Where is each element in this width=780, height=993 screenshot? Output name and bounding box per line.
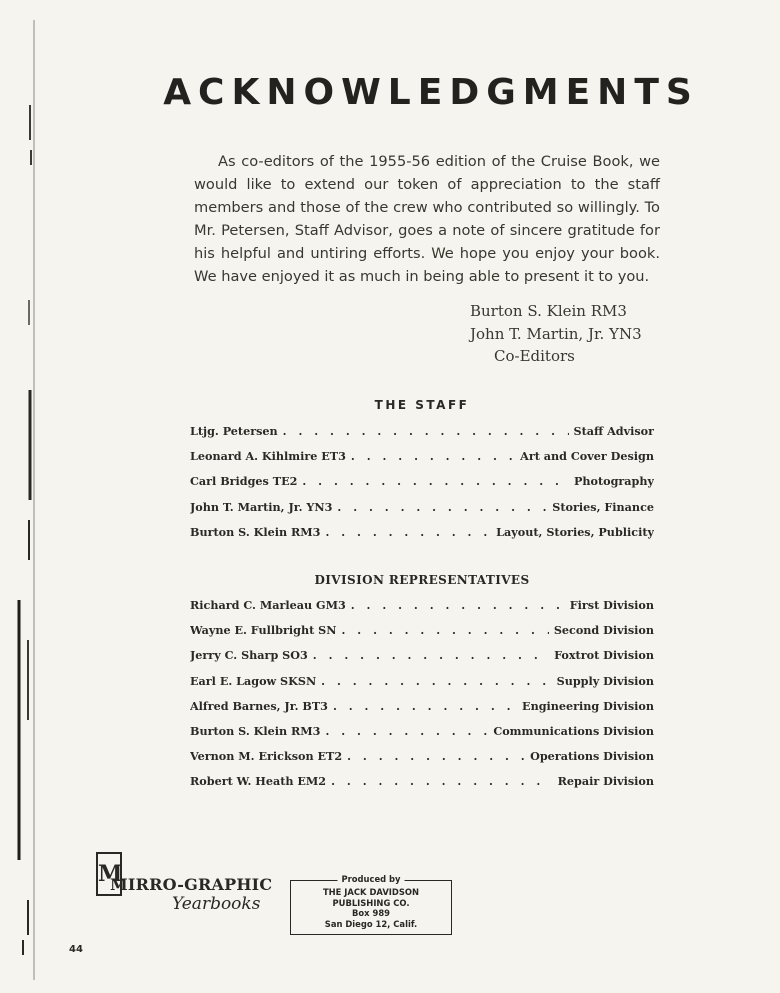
signature-name-1: Burton S. Klein RM3 <box>470 302 627 320</box>
publisher-line: PUBLISHING CO. <box>332 897 410 908</box>
division-entry <box>190 749 654 774</box>
staff-role: Art and Cover Design <box>520 449 654 464</box>
staff-role: Stories, Finance <box>552 499 654 514</box>
staff-entry <box>190 449 654 474</box>
division-name: Operations Division <box>530 749 654 764</box>
staff-name: Burton S. Klein RM3 <box>190 524 321 539</box>
rep-name: Jerry C. Sharp SO3 <box>190 648 308 663</box>
binding-edge-marks <box>0 0 60 993</box>
page-number: 44 <box>69 944 83 955</box>
rep-name: Wayne E. Fullbright SN <box>190 623 337 638</box>
division-name: Repair Division <box>557 774 654 789</box>
dot-leader <box>325 525 491 539</box>
division-entry <box>190 724 654 749</box>
staff-list <box>190 424 654 550</box>
publisher-line: THE JACK DAVIDSON <box>322 887 420 897</box>
rep-name: Richard C. Marleau GM3 <box>190 598 346 612</box>
staff-role: Layout, Stories, Publicity <box>496 524 654 539</box>
staff-name: Ltjg. Petersen <box>190 424 278 438</box>
rep-name: Earl E. Lagow SKSN <box>190 673 317 688</box>
dot-leader <box>337 500 547 514</box>
dot-leader <box>351 598 565 612</box>
produced-by-label: Produced by <box>338 874 405 885</box>
division-entry <box>190 623 654 648</box>
mirro-graphic-logo <box>96 852 276 922</box>
division-name: Engineering Division <box>522 698 654 713</box>
staff-entry <box>190 525 654 550</box>
staff-role: Staff Advisor <box>573 424 654 438</box>
editors-signature <box>470 300 642 368</box>
staff-entry <box>190 500 654 525</box>
division-name: Second Division <box>553 623 654 638</box>
staff-name: Carl Bridges TE2 <box>190 474 298 489</box>
division-entry <box>190 674 654 699</box>
dot-leader <box>331 774 553 788</box>
division-entry <box>190 648 654 673</box>
division-name: Communications Division <box>493 723 654 738</box>
dot-leader <box>341 623 548 637</box>
signature-name-2: John T. Martin, Jr. YN3 <box>470 324 642 343</box>
dot-leader <box>325 724 488 738</box>
publisher-box <box>290 874 452 935</box>
logo-subtitle: Yearbooks <box>172 894 261 914</box>
dot-leader <box>313 648 549 662</box>
staff-heading: THE STAFF <box>374 398 470 412</box>
rep-name: Vernon M. Erickson ET2 <box>190 749 343 764</box>
division-entry <box>190 699 654 724</box>
publisher-line: San Diego 12, Calif. <box>324 918 418 929</box>
division-name: Foxtrot Division <box>554 648 654 663</box>
logo-mark: M <box>96 852 122 896</box>
logo-name: MIRRO-GRAPHIC <box>110 875 273 894</box>
division-list <box>190 598 654 800</box>
staff-role: Photography <box>573 474 654 489</box>
dot-leader <box>302 474 569 488</box>
division-entry <box>190 774 654 799</box>
division-name: Supply Division <box>556 673 654 688</box>
dot-leader <box>333 699 517 713</box>
publisher-line: Box 989 <box>352 908 390 919</box>
division-representatives-heading: DIVISION REPRESENTATIVES <box>314 573 530 587</box>
dot-leader <box>321 674 551 688</box>
dot-leader <box>347 749 525 763</box>
staff-name: John T. Martin, Jr. YN3 <box>190 499 333 514</box>
dot-leader <box>351 449 515 463</box>
intro-paragraph: As co-editors of the 1955-56 edition of the Cruise Book, we would like to extend our token of appreciation to the staff members and those of the crew who contributed so willingly. To Mr. Petersen, Staff Advisor, goes a note of sincere gratitude for his helpful and untiring efforts. We hope you enjoy your book. We have enjoyed it as much in being able to present it to you. <box>194 153 660 285</box>
rep-name: Robert W. Heath EM2 <box>190 774 327 789</box>
signature-title: Co-Editors <box>494 347 575 365</box>
division-name: First Division <box>569 598 654 612</box>
dot-leader <box>283 424 569 438</box>
rep-name: Alfred Barnes, Jr. BT3 <box>190 698 328 713</box>
page-title: ACKNOWLEDGMENTS <box>163 72 699 113</box>
staff-entry <box>190 424 654 449</box>
staff-name: Leonard A. Kihlmire ET3 <box>190 449 346 464</box>
division-entry <box>190 598 654 623</box>
staff-entry <box>190 474 654 499</box>
rep-name: Burton S. Klein RM3 <box>190 723 321 738</box>
